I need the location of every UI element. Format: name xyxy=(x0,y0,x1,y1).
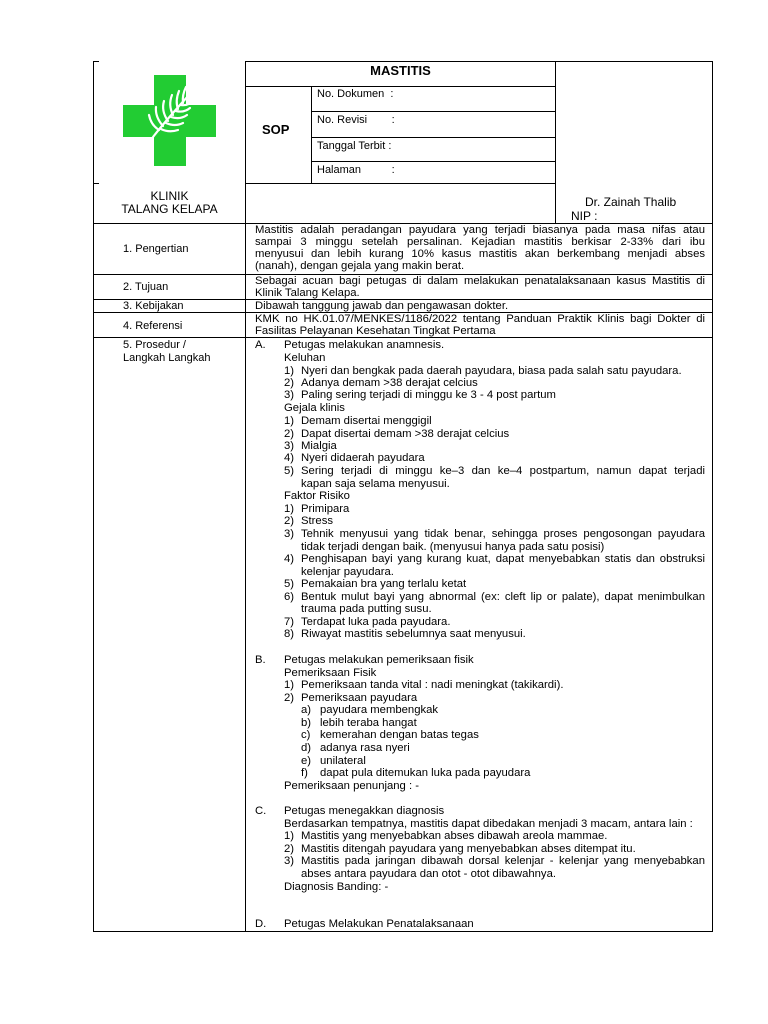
gejala-heading: Gejala klinis xyxy=(284,402,345,414)
faktor-item: Primipara xyxy=(301,503,350,515)
list-number: 1) xyxy=(284,830,295,842)
list-number: 3) xyxy=(284,528,295,540)
list-number: 8) xyxy=(284,628,295,640)
payudara-subitem: payudara membengkak xyxy=(320,704,439,716)
list-number: 2) xyxy=(284,843,295,855)
pemeriksaan-fisik-heading: Pemeriksaan Fisik xyxy=(284,667,377,679)
pengertian-line: Mastitis adalah peradangan payudara yang terjadi biasanya pada masa nifas atau xyxy=(255,224,705,236)
faktor-item: Pemakaian bra yang terlalu ketat xyxy=(301,578,467,590)
label-pengertian: 1. Pengertian xyxy=(123,243,189,255)
gejala-item: Demam disertai menggigil xyxy=(301,415,432,427)
keluhan-heading: Keluhan xyxy=(284,352,326,364)
step-d-letter: D. xyxy=(255,918,267,930)
faktor-heading: Faktor Risiko xyxy=(284,490,350,502)
field-halaman: Halaman : xyxy=(317,164,395,176)
list-number: 3) xyxy=(284,440,295,452)
label-tujuan: 2. Tujuan xyxy=(123,281,169,293)
gejala-item: Nyeri didaerah payudara xyxy=(301,452,425,464)
clinic-logo xyxy=(123,75,216,166)
pemeriksaan-item: Pemeriksaan payudara xyxy=(301,692,418,704)
label-prosedur-1: 5. Prosedur / xyxy=(123,339,186,351)
list-letter: b) xyxy=(301,717,312,729)
pengertian-line: (nanah), dengan gejala yang makin berat. xyxy=(255,260,465,272)
list-letter: c) xyxy=(301,729,311,741)
clinic-name-line1: KLINIK xyxy=(150,189,189,203)
diagnosis-item: Mastitis pada jaringan dibawah dorsal kelenjar - kelenjar yang menyebabkan xyxy=(301,855,705,867)
field-no-dokumen: No. Dokumen : xyxy=(317,88,394,100)
label-prosedur-2: Langkah Langkah xyxy=(123,352,211,364)
list-letter: d) xyxy=(301,742,312,754)
label-kebijakan: 3. Kebijakan xyxy=(123,300,184,312)
list-number: 2) xyxy=(284,377,295,389)
payudara-subitem: dapat pula ditemukan luka pada payudara xyxy=(320,767,531,779)
list-number: 1) xyxy=(284,415,295,427)
gejala-item: Dapat disertai demam >38 derajat celcius xyxy=(301,428,510,440)
list-letter: f) xyxy=(301,767,308,779)
diagnosis-item-cont: abses antara payudara dan otot - otot dibawahnya. xyxy=(301,868,556,880)
pengertian-line: sampai 3 minggu setelah persalinan. Kejadian mastitis berkisar 2-33% dari ibu xyxy=(255,236,705,248)
faktor-item: Terdapat luka pada payudara. xyxy=(301,616,451,628)
list-number: 4) xyxy=(284,553,295,565)
list-number: 3) xyxy=(284,855,295,867)
kebijakan-text: Dibawah tanggung jawab dan pengawasan dokter. xyxy=(255,300,509,312)
faktor-item: Riwayat mastitis sebelumnya saat menyusui. xyxy=(301,628,526,640)
field-no-revisi: No. Revisi : xyxy=(317,114,395,126)
referensi-line: Fasilitas Pelayanan Kesehatan Tingkat Pertama xyxy=(255,325,496,337)
pemeriksaan-item: Pemeriksaan tanda vital : nadi meningkat (takikardi). xyxy=(301,679,564,691)
list-letter: a) xyxy=(301,704,312,716)
diagnosis-banding: Diagnosis Banding: - xyxy=(284,881,389,893)
faktor-item-cont: kelenjar payudara. xyxy=(301,566,394,578)
clinic-name-line2: TALANG KELAPA xyxy=(121,202,218,216)
faktor-item-cont: tidak terjadi dengan baik. (menyusui hanya pada satu posisi) xyxy=(301,541,605,553)
list-number: 2) xyxy=(284,428,295,440)
list-number: 1) xyxy=(284,503,295,515)
keluhan-item: Paling sering terjadi di minggu ke 3 - 4 post partum xyxy=(301,389,556,401)
field-tanggal-terbit: Tanggal Terbit : xyxy=(317,140,392,152)
diagnosis-item: Mastitis yang menyebabkan abses dibawah areola mammae. xyxy=(301,830,608,842)
step-a-title: Petugas melakukan anamnesis. xyxy=(284,339,445,351)
payudara-subitem: adanya rasa nyeri xyxy=(320,742,410,754)
step-c-letter: C. xyxy=(255,805,267,817)
pengertian-line: menyusui dan lebih kurang 10% kasus mastitis akan berkembang menjadi abses xyxy=(255,248,705,260)
sop-label: SOP xyxy=(262,122,290,137)
list-number: 1) xyxy=(284,365,295,377)
label-referensi: 4. Referensi xyxy=(123,320,183,332)
gejala-item: Sering terjadi di minggu ke–3 dan ke–4 postpartum, namun dapat terjadi xyxy=(301,465,705,477)
list-letter: e) xyxy=(301,755,312,767)
list-number: 5) xyxy=(284,465,295,477)
list-number: 1) xyxy=(284,679,295,691)
step-c-title: Petugas menegakkan diagnosis xyxy=(284,805,445,817)
list-number: 6) xyxy=(284,591,295,603)
payudara-subitem: lebih teraba hangat xyxy=(320,717,417,729)
payudara-subitem: kemerahan dengan batas tegas xyxy=(320,729,479,741)
step-b-letter: B. xyxy=(255,654,266,666)
list-number: 3) xyxy=(284,389,295,401)
signer-name: Dr. Zainah Thalib xyxy=(585,195,677,209)
list-number: 2) xyxy=(284,692,295,704)
faktor-item: Stress xyxy=(301,515,334,527)
signer-nip: NIP : xyxy=(571,209,598,223)
document-title: MASTITIS xyxy=(370,63,431,78)
list-number: 2) xyxy=(284,515,295,527)
tujuan-line: Klinik Talang Kelapa. xyxy=(255,287,360,299)
keluhan-item: Adanya demam >38 derajat celcius xyxy=(301,377,478,389)
payudara-subitem: unilateral xyxy=(320,755,366,767)
faktor-item: Tehnik menyusui yang tidak benar, sehingga proses pengosongan payudara xyxy=(301,528,705,540)
step-d-title: Petugas Melakukan Penatalaksanaan xyxy=(284,918,474,930)
faktor-item: Bentuk mulut bayi yang abnormal (ex: cleft lip or palate), dapat menimbulkan xyxy=(301,591,705,603)
referensi-line: KMK no HK.01.07/MENKES/1186/2022 tentang Panduan Praktik Klinis bagi Dokter di xyxy=(255,313,705,325)
keluhan-item: Nyeri dan bengkak pada daerah payudara, biasa pada salah satu payudara. xyxy=(301,365,682,377)
list-number: 7) xyxy=(284,616,295,628)
gejala-item-cont: kapan saja selama menyusui. xyxy=(301,478,450,490)
gejala-item: Mialgia xyxy=(301,440,337,452)
step-b-title: Petugas melakukan pemeriksaan fisik xyxy=(284,654,474,666)
diagnosis-intro: Berdasarkan tempatnya, mastitis dapat dibedakan menjadi 3 macam, antara lain : xyxy=(284,818,693,830)
penunjang-text: Pemeriksaan penunjang : - xyxy=(284,780,420,792)
list-number: 4) xyxy=(284,452,295,464)
faktor-item-cont: trauma pada putting susu. xyxy=(301,603,432,615)
diagnosis-item: Mastitis ditengah payudara yang menyebabkan abses ditempat itu. xyxy=(301,843,636,855)
tujuan-line: Sebagai acuan bagi petugas di dalam melakukan penatalaksanaan kasus Mastitis di xyxy=(255,275,705,287)
step-a-letter: A. xyxy=(255,339,266,351)
list-number: 5) xyxy=(284,578,295,590)
faktor-item: Penghisapan bayi yang kurang kuat, dapat menyebabkan statis dan obstruksi xyxy=(301,553,705,565)
